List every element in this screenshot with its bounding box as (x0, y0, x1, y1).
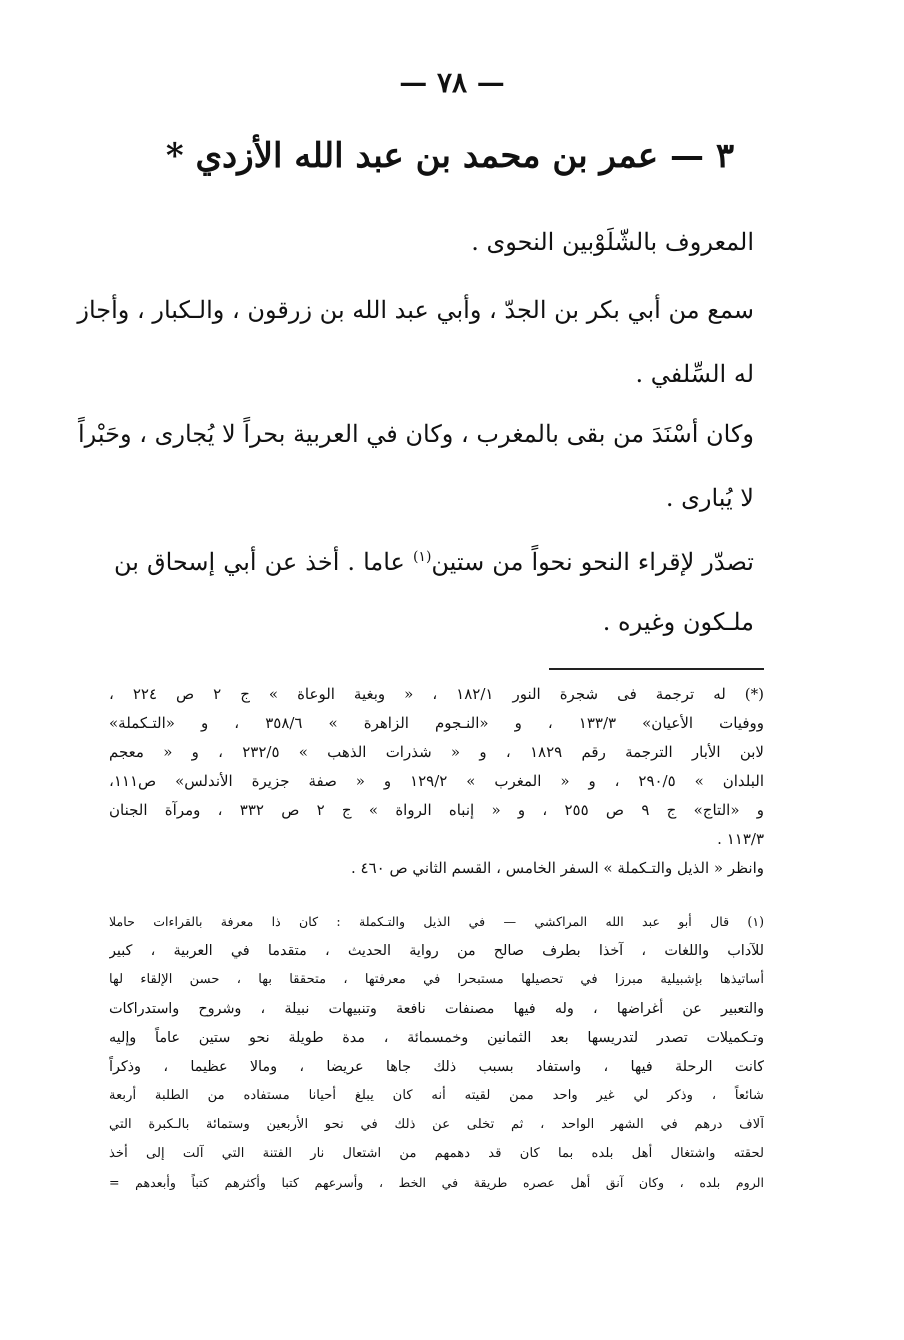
footnote-line-8: (١) قال أبو عبد الله المراكشي — في الذيل والتـكملة : كان ذا معرفة بالقراءات حاملا (109, 914, 764, 929)
page-number: — ٧٨ — (399, 66, 505, 99)
footnote-line-7: وانظر « الذيل والتـكملة » السفر الخامس ، القسم الثاني ص ٤٦٠ . (350, 859, 764, 877)
body-line-5: لا يُبارى . (665, 484, 754, 512)
body-line-6 (114, 542, 754, 582)
footnote-line-1: (*) له ترجمة فى شجرة النور ١٨٢/١ ، « وبغية الوعاة » ج ٢ ص ٢٢٤ ، (109, 685, 764, 703)
body-line-3: له السِّلفي . (635, 360, 754, 388)
footnote-reference: (١) (412, 549, 432, 565)
footnote-line-11: والتعبير عن أغراضها ، وله فيها مصنفات نافعة وتنبيهات نبيلة ، وشروح واستدراكات (109, 1001, 764, 1017)
footnote-line-2: ووفيات الأعيان» ١٣٣/٣ ، و «النـجوم الزاهرة » ٣٥٨/٦ ، و «التـكملة» (109, 714, 764, 732)
footnote-line-5: و «التاج» ج ٩ ص ٢٥٥ ، و « إنباه الرواة » ج ٢ ص ٣٣٢ ، ومرآة الجنان (109, 801, 764, 819)
body-line-4: وكان أسْنَدَ من بقى بالمغرب ، وكان في العربية بحراً لا يُجارى ، وحَبْراً (77, 420, 754, 448)
footnote-line-16: لحقته واشتغال أهل بلده بما كان قد دهمهم من اشتعال نار الفتنة التي آلت إلى أخذ (109, 1146, 764, 1161)
footnote-line-14: شائعاً ، وذكر لي غير واحد ممن لقيته أنه كان يبلغ أحيانا مستفاده من الطلبة أربعة (109, 1088, 764, 1103)
footnote-line-17: الروم بلده ، وكان آنق أهل عصره طريقة في الخط ، وأسرعهم كتبا وأكثرهم كتباً وأبعدهم = (109, 1175, 764, 1190)
footnote-line-15: آلاف درهم في الشهر الواحد ، ثم تخلى عن ذلك في نحو الأربعين وستمائة بالـكبرة التي (109, 1117, 764, 1132)
body-line-2: سمع من أبي بكر بن الجدّ ، وأبي عبد الله بن زرقون ، والـكبار ، وأجاز (77, 296, 754, 324)
footnote-line-12: وتـكميلات تصدر لتدريسها بعد الثمانين وخمسمائة ، مدة طويلة نحو ستين عاماً وإليه (109, 1030, 764, 1046)
footnote-line-13: كانت الرحلة فيها ، واستفاد بسبب ذلك جاها عريضا ، ومالا عظيما ، وذكراً (109, 1059, 764, 1075)
body-line-6-end: عاما . أخذ عن أبي إسحاق بن (114, 548, 405, 576)
body-line-7: ملـكون وغيره . (602, 608, 754, 636)
footnote-line-3: لابن الأبار الترجمة رقم ١٨٢٩ ، و « شذرات الذهب » ٢٣٢/٥ ، و « معجم (109, 743, 764, 761)
entry-title: ٣ — عمر بن محمد بن عبد الله الأزدي * (165, 136, 735, 176)
footnote-divider (549, 668, 764, 670)
footnote-line-4: البلدان » ٢٩٠/٥ ، و « المغرب » ١٢٩/٢ و « صفة جزيرة الأندلس» ص١١١، (109, 772, 764, 790)
body-line-1: المعروف بالشّلَوْبين النحوى . (471, 228, 754, 256)
body-line-6-start: تصدّر لإقراء النحو نحواً من ستين (431, 548, 754, 576)
footnote-line-10: أساتيذها بإشبيلية مبرزا في تحصيلها مستبحرا في معرفتها ، متحققا بها ، حسن الإلقاء لها (109, 972, 764, 987)
footnote-line-6: ١١٣/٣ . (717, 830, 764, 848)
footnote-line-9: للآداب واللغات ، آخذا بطرف صالح من رواية الحديث ، متقدما في العربية ، كبير (109, 943, 764, 959)
